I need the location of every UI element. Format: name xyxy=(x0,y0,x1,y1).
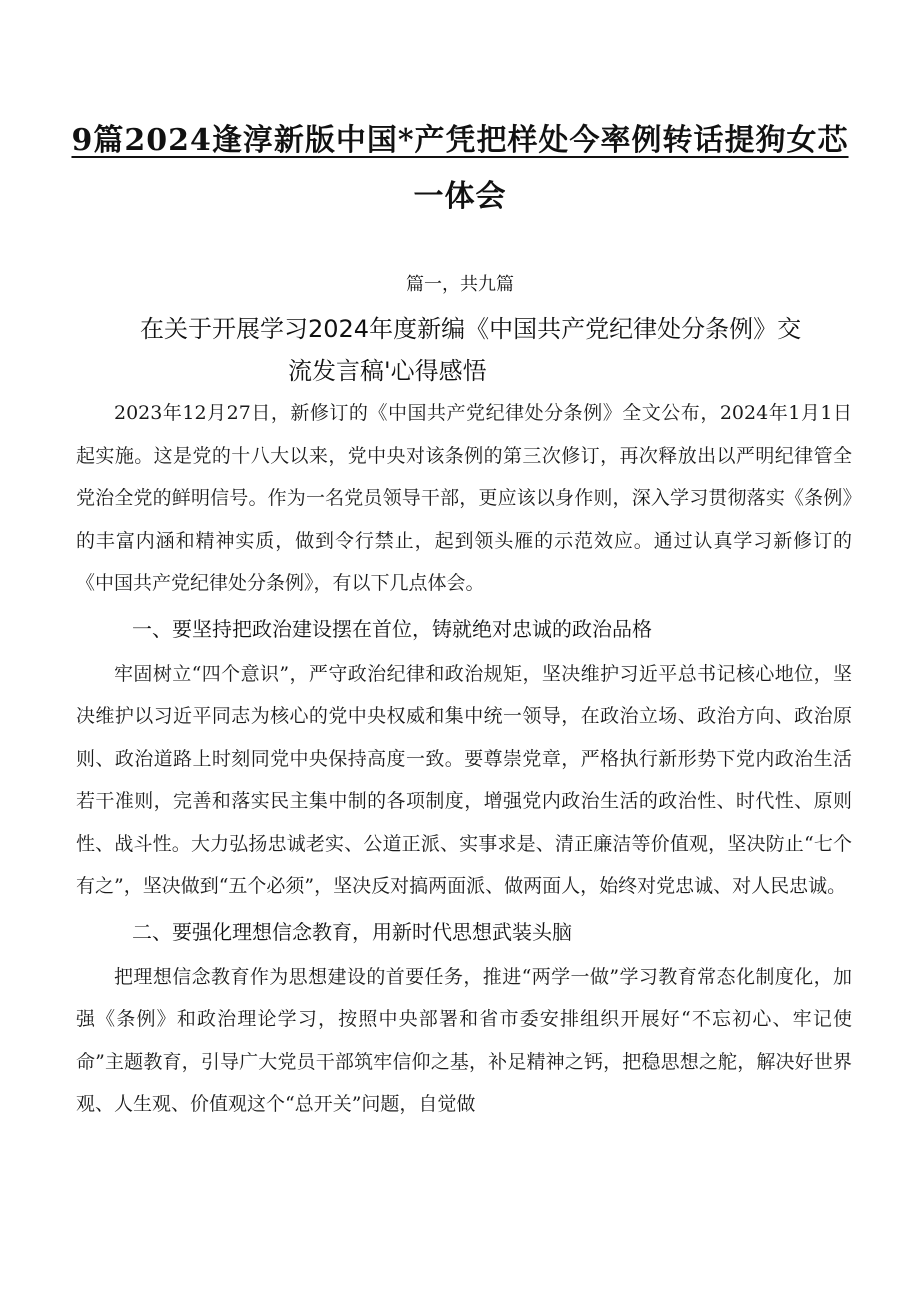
intro-paragraph: 2023年12月27日，新修订的《中国共产党纪律处分条例》全文公布，2024年1月1日起实施。这是党的十八大以来，党中央对该条例的第三次修订，再次释放出以严明纪律管全党治全党的鲜明信号。作为一名党员领导干部，更应该以身作则，深入学习贯彻落实《条例》的丰富内涵和精神实质，做到令行禁止，起到领头雁的示范效应。通过认真学习新修订的《中国共产党纪律处分条例》，有以下几点体会。 xyxy=(76,402,852,594)
article-title-line-2: 流发言稿'心得感悟 xyxy=(288,357,487,385)
document-title-line-2: 一体会 xyxy=(413,179,507,214)
article-title xyxy=(140,308,840,392)
body-paragraph-1: 牢固树立“四个意识”，严守政治纪律和政治规矩，坚决维护习近平总书记核心地位，坚决维护以习近平同志为核心的党中央权威和集中统一领导，在政治立场、政治方向、政治原则、政治道路上时刻同党中央保持高度一致。要尊崇党章，严格执行新形势下党内政治生活若干准则，完善和落实民主集中制的各项制度，增强党内政治生活的政治性、时代性、原则性、战斗性。大力弘扬忠诚老实、公道正派、实事求是、清正廉洁等价值观，坚决防止“七个有之”，坚决做到“五个必须”，坚决反对搞两面派、做两面人，始终对党忠诚、对人民忠诚。 xyxy=(76,662,852,897)
document-title xyxy=(70,118,850,220)
article-title-line-1: 在关于开展学习2024年度新编《中国共产党纪律处分条例》交 xyxy=(140,315,802,343)
section-heading-2: 二、要强化理想信念教育，用新时代思想武装头脑 xyxy=(132,919,572,944)
article-body xyxy=(76,392,852,1126)
section-heading-1: 一、要坚持把政治建设摆在首位，铸就绝对忠诚的政治品格 xyxy=(132,616,652,641)
section-label: 篇一，共九篇 xyxy=(406,274,514,295)
document-title-line-1: 9篇2024逢淳新版中国*产凭把样处今率例转话提狗女芯 xyxy=(71,123,849,158)
body-paragraph-2: 把理想信念教育作为思想建设的首要任务，推进“两学一做”学习教育常态化制度化，加强《条例》和政治理论学习，按照中央部署和省市委安排组织开展好“不忘初心、牢记使命”主题教育，引导广大党员干部筑牢信仰之基，补足精神之钙，把稳思想之舵，解决好世界观、人生观、价值观这个“总开关”问题，自觉做 xyxy=(76,965,852,1115)
